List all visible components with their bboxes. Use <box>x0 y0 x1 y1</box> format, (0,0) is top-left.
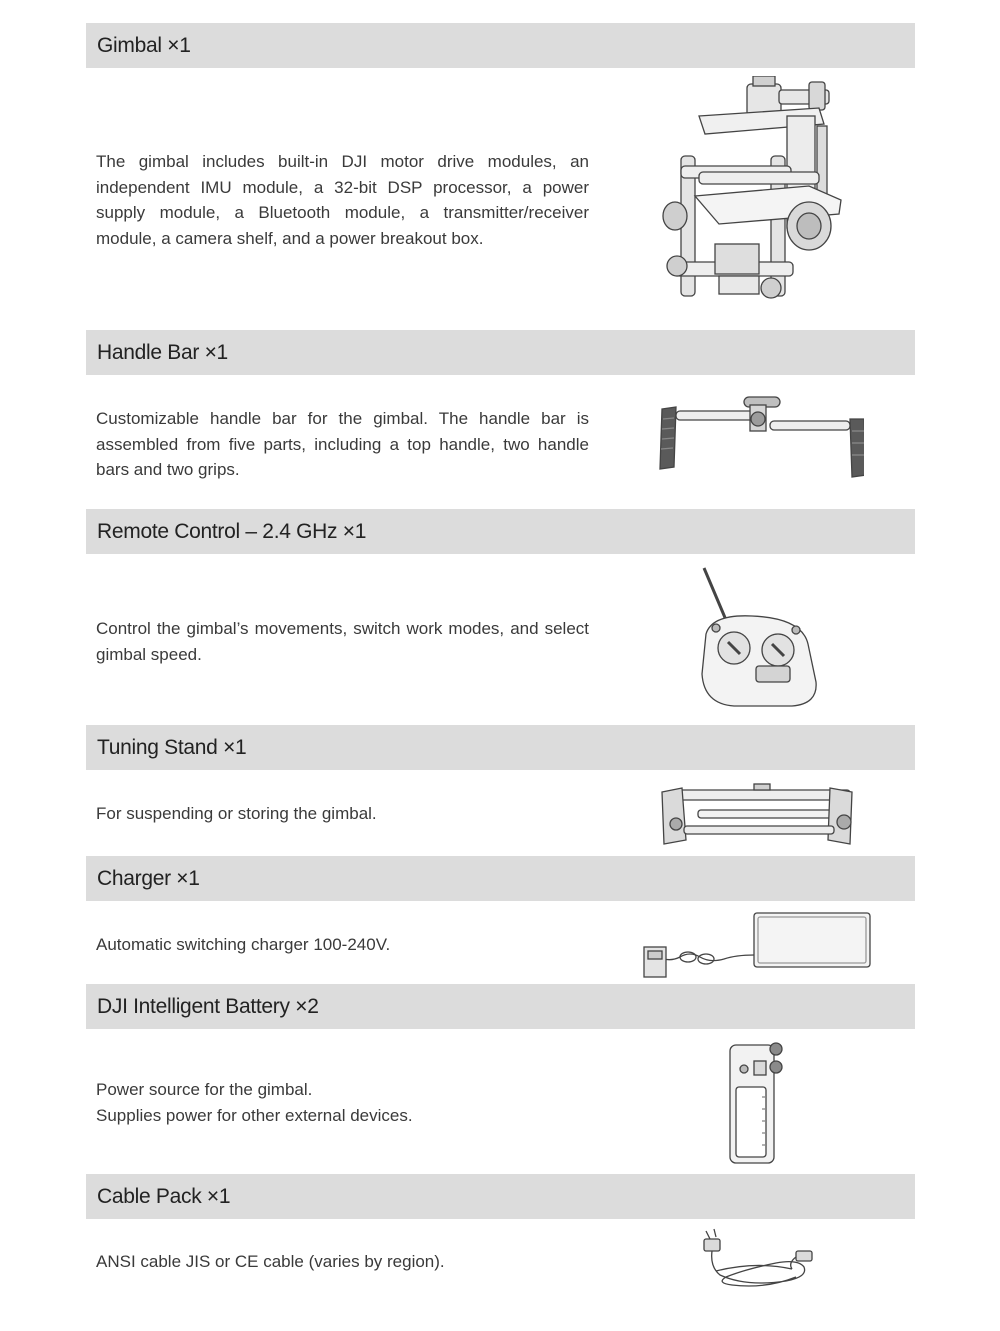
section-tuning-stand <box>86 725 915 857</box>
section-charger <box>86 856 915 984</box>
tuning-stand-illustration <box>658 782 858 852</box>
section-handle-bar <box>86 330 915 510</box>
section-title: Charger ×1 <box>86 856 915 901</box>
description-paragraph: Supplies power for other external devices. <box>96 1105 413 1125</box>
handle-bar-illustration <box>654 389 864 479</box>
description-paragraph: Automatic switching charger 100-240V. <box>96 935 391 954</box>
section-cable-pack <box>86 1174 915 1329</box>
section-description <box>96 932 589 958</box>
section-title: Gimbal ×1 <box>86 23 915 68</box>
description-paragraph: For suspending or storing the gimbal. <box>96 804 377 823</box>
section-gimbal <box>86 23 915 330</box>
section-description <box>96 1249 589 1275</box>
section-title: Tuning Stand ×1 <box>86 725 915 770</box>
gimbal-illustration <box>659 76 859 316</box>
description-paragraph: Customizable handle bar for the gimbal. The handle bar is assembled from five parts, including a top handle, two handle bars and two grips. <box>96 409 589 479</box>
cable-illustration <box>696 1227 821 1292</box>
section-description <box>96 801 589 827</box>
description-paragraph: Power source for the gimbal. <box>96 1080 313 1099</box>
description-paragraph: The gimbal includes built-in DJI motor drive modules, an independent IMU module, a 32-bit DSP processor, a power supply module, a Bluetooth module, a transmitter/receiver module, a camera shelf, and a power breakout box. <box>96 152 589 248</box>
section-remote-control <box>86 509 915 726</box>
section-description <box>96 1077 589 1128</box>
description-paragraph: Control the gimbal’s movements, switch work modes, and select gimbal speed. <box>96 619 589 664</box>
section-title: DJI Intelligent Battery ×2 <box>86 984 915 1029</box>
section-title: Remote Control – 2.4 GHz ×1 <box>86 509 915 554</box>
section-title: Cable Pack ×1 <box>86 1174 915 1219</box>
battery-illustration <box>724 1037 794 1167</box>
section-description <box>96 406 589 483</box>
description-paragraph: ANSI cable JIS or CE cable (varies by region). <box>96 1252 445 1271</box>
section-battery <box>86 984 915 1174</box>
remote-control-illustration <box>692 564 822 714</box>
charger-illustration <box>640 911 875 981</box>
section-title: Handle Bar ×1 <box>86 330 915 375</box>
section-description <box>96 616 589 667</box>
section-description <box>96 149 589 251</box>
